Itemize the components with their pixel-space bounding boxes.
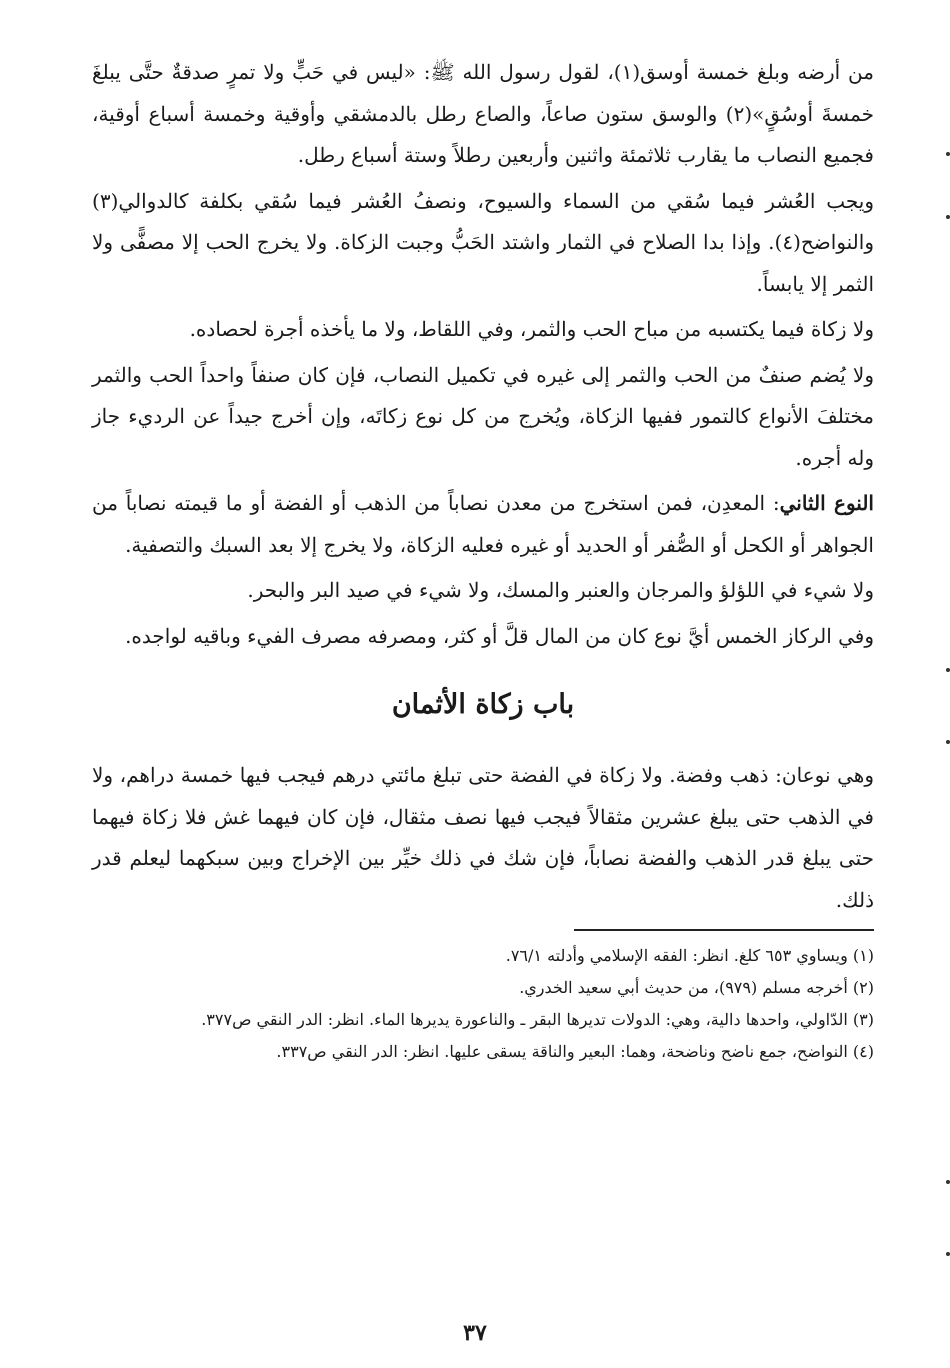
footnote-1: (١) ويساوي ٦٥٣ كلغ. انظر: الفقه الإسلامي وأدلته ٧٦/١. [505, 946, 874, 965]
paragraph-4: ولا يُضم صنفٌ من الحب والثمر إلى غيره في تكميل النصاب، فإن كان صنفاً واحداً الحب والثمر مختلفَ الأنواع كالتمور ففيها الزكاة، ويُخرج من كل نوع زكاتَه، وإن أخرج جيداً عن الرديء جاز وله أجره. [92, 362, 874, 470]
paragraph-3: ولا زكاة فيما يكتسبه من مباح الحب والثمر، وفي اللقاط، ولا ما يأخذه أجرة لحصاده. [189, 317, 874, 341]
footnote-2: (٢) أخرجه مسلم (٩٧٩)، من حديث أبي سعيد الخدري. [519, 978, 874, 997]
margin-dot-icon [946, 215, 950, 219]
margin-dot-icon [946, 1252, 950, 1256]
paragraph-7: وهي نوعان: ذهب وفضة. ولا زكاة في الفضة حتى تبلغ مائتي درهم فيجب فيها خمسة دراهم، ولا في الذهب حتى يبلغ عشرين مثقالاً فيجب فيها نصف مثقال، فإن كان فيهما غش فلا زكاة فيهما حتى يبلغ قدر الذهب والفضة نصاباً، فإن شك في ذلك خيِّر بين الإخراج وبين سبكهما ليعلم قدر ذلك. [92, 763, 874, 912]
page-body [92, 52, 874, 1352]
section-lead: النوع الثاني [779, 491, 874, 515]
paragraph-6: وفي الركاز الخمس أيَّ نوع كان من المال قلَّ أو كثر، ومصرفه مصرف الفيء وباقيه لواجده. [125, 623, 874, 648]
margin-dot-icon [946, 668, 950, 672]
paragraph-mineral [92, 483, 874, 566]
footnote-3: (٣) الدّاولي، واحدها دالية، وهي: الدولات تديرها البقر ـ والناعورة يديرها الماء. انظر: الدر النقي ص٣٧٧. [201, 1010, 874, 1029]
paragraph-5: ولا شيء في اللؤلؤ والمرجان والعنبر والمسك، ولا شيء في صيد البر والبحر. [247, 578, 874, 602]
paragraph-2: ويجب العُشر فيما سُقي من السماء والسيوح، ونصفُ العُشر فيما سُقي بكلفة كالدوالي(٣) والنواضح(٤). وإذا بدا الصلاح في الثمار واشتد الحَبُّ وجبت الزكاة. ولا يخرج الحب إلا مصفًّى ولا الثمر إلا يابساً. [92, 188, 874, 296]
footnote-divider [574, 929, 874, 931]
margin-dot-icon [946, 740, 950, 744]
margin-dot-icon [946, 152, 950, 156]
page-number: ٣٧ [463, 1320, 487, 1346]
footnotes [92, 941, 874, 1067]
chapter-heading: باب زكاة الأثمان [391, 689, 575, 720]
margin-dot-icon [946, 1180, 950, 1184]
paragraph-1: من أرضه وبلغ خمسة أوسق(١)، لقول رسول الله ﷺ: «ليس في حَبٍّ ولا تمرٍ صدقةٌ حتَّى يبلغَ خمسةَ أوسُقٍ»(٢) والوسق ستون صاعاً، والصاع رطل بالدمشقي وأوقية وخمسة أسباع أوقية، فجميع النصاب ما يقارب ثلاثمئة واثنين وأربعين رطلاً وستة أسباع رطل. [92, 60, 874, 167]
footnote-4: (٤) النواضح، جمع ناضح وناضحة، وهما: البعير والناقة يسقى عليها. انظر: الدر النقي ص٣٣٧. [276, 1042, 874, 1061]
section-body: : المعدِن، فمن استخرج من معدن نصاباً من الذهب أو الفضة أو ما قيمته نصاباً من الجواهر أو الكحل أو الصُّفر أو الحديد أو غيره فعليه الزكاة، ولا يخرج إلا بعد السبك والتصفية. [92, 491, 874, 557]
